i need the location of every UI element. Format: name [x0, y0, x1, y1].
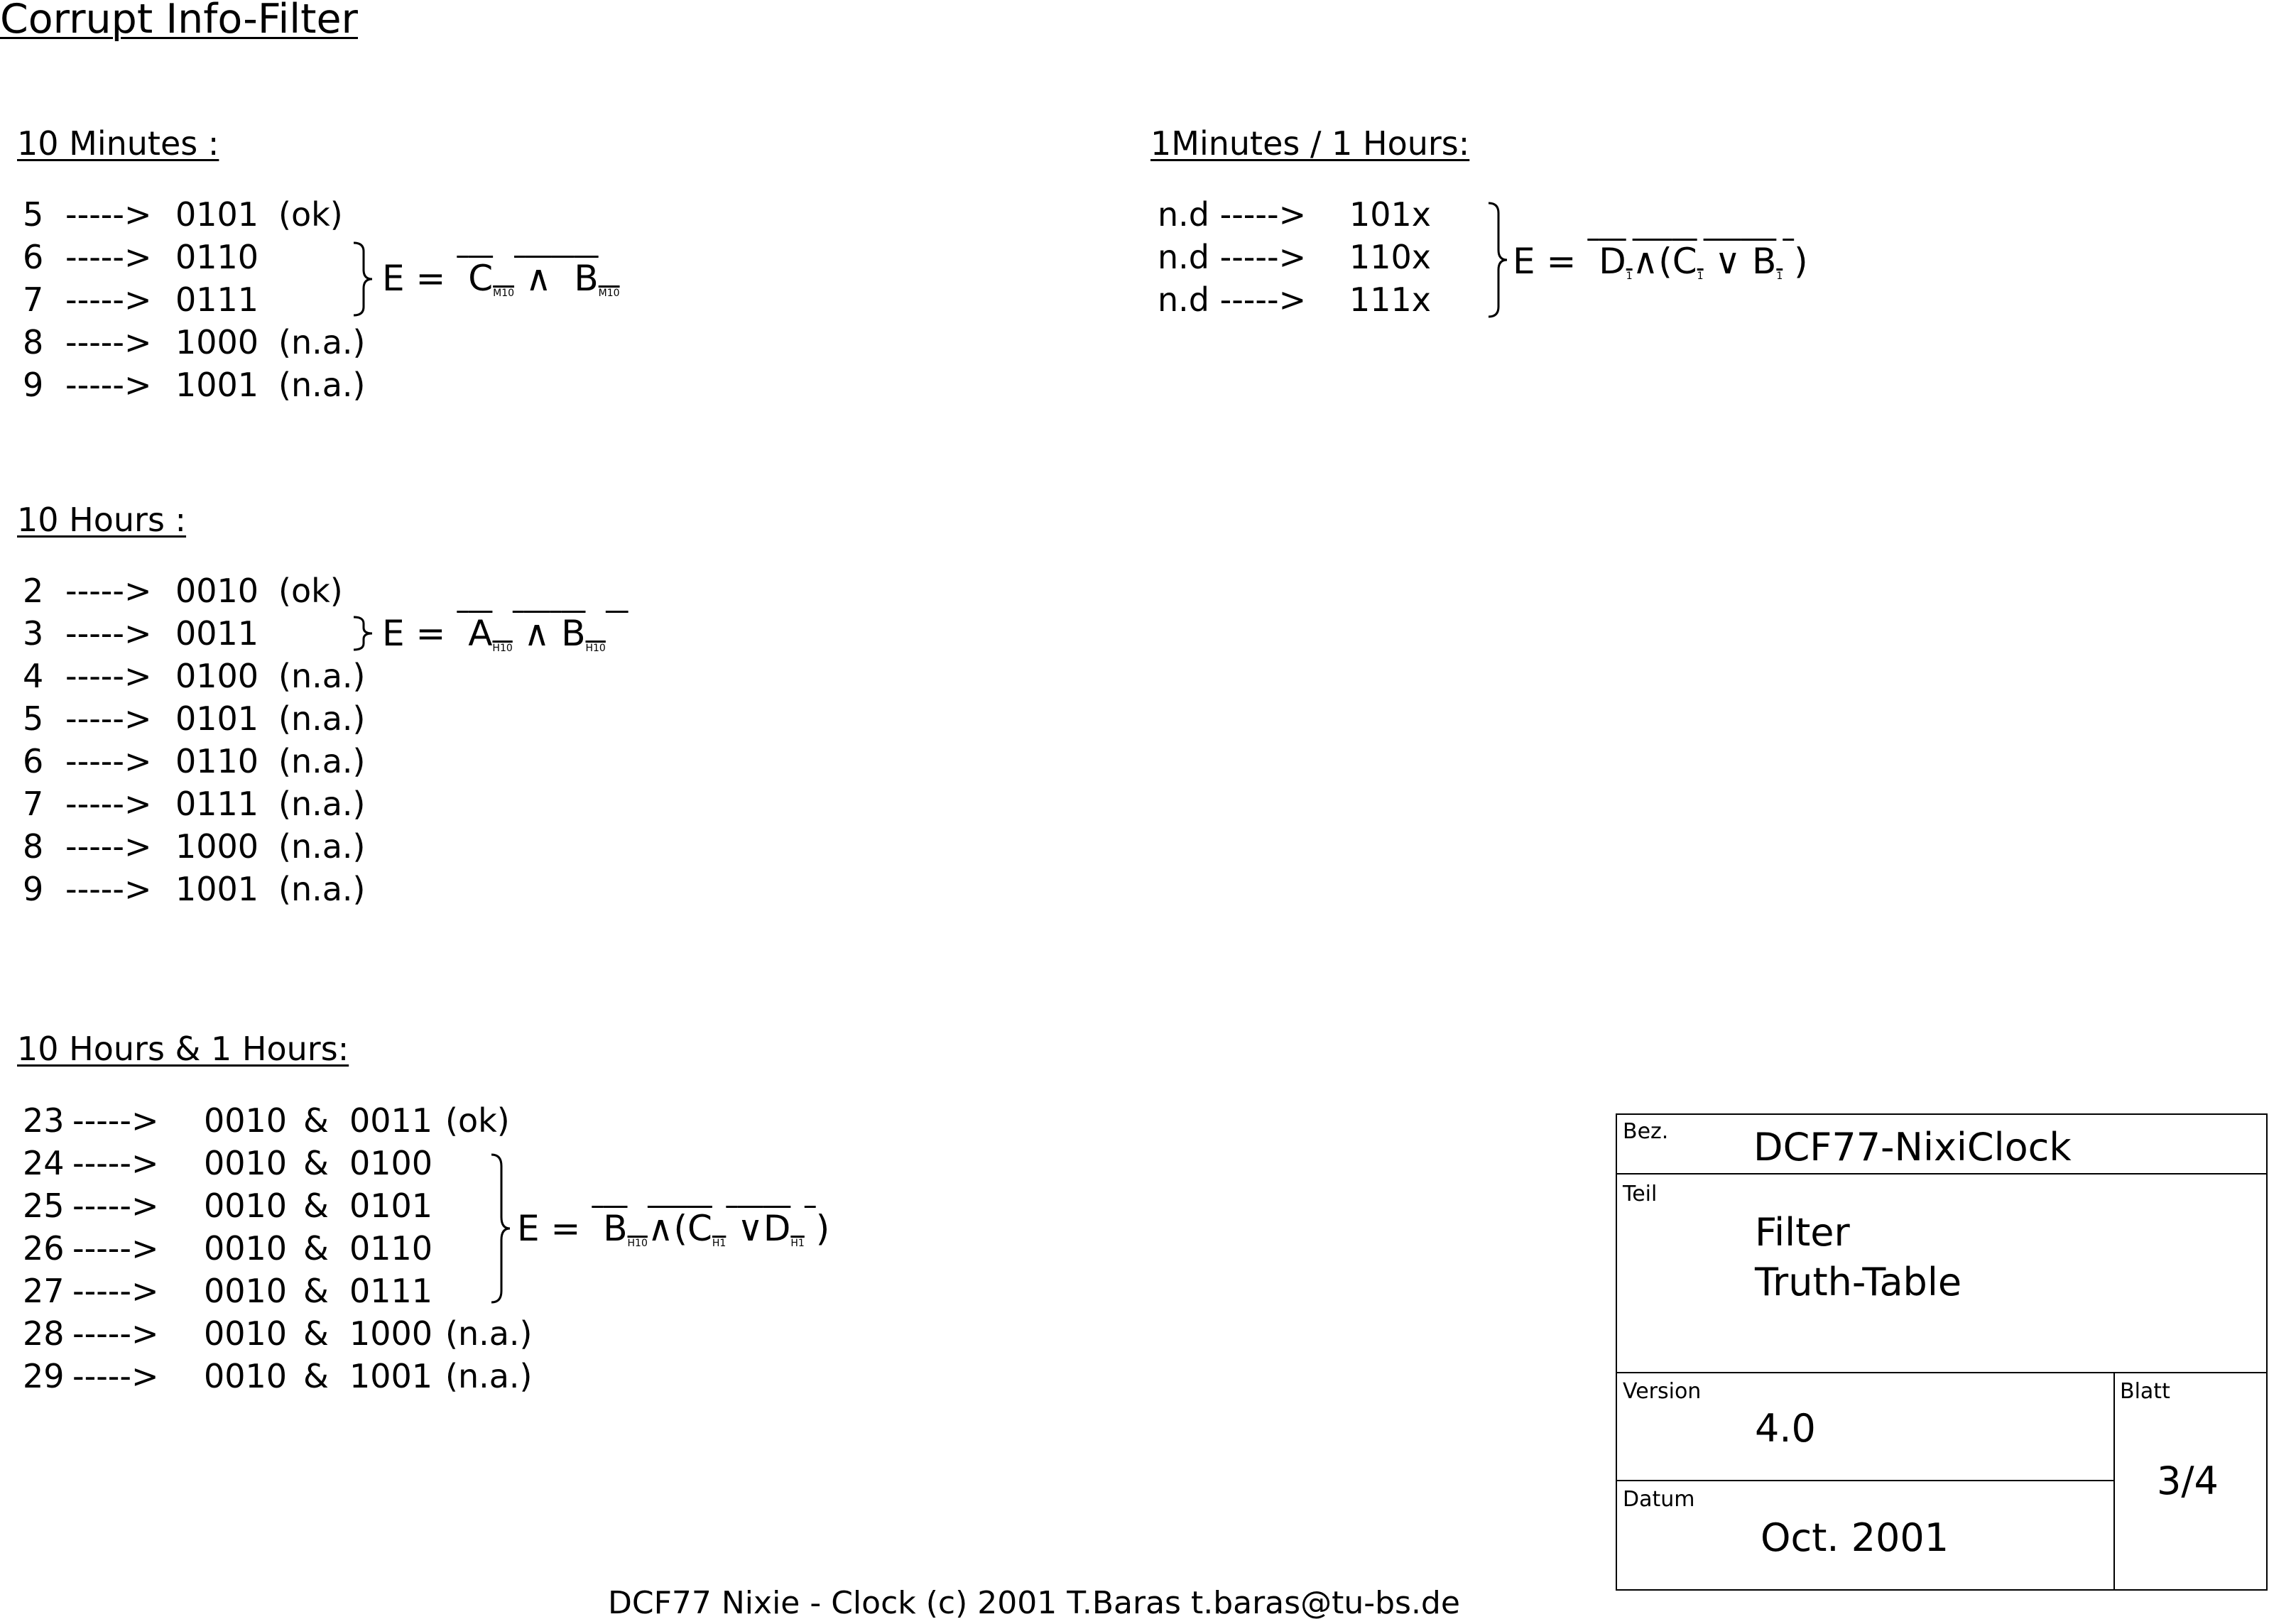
title-block-divider [2113, 1372, 2115, 1589]
row-number: 5 [23, 195, 44, 234]
version-value: 4.0 [1755, 1406, 1816, 1451]
section-title-minutes1-hours1: 1Minutes / 1 Hours: [1150, 124, 1470, 163]
table-row [1158, 278, 1431, 321]
row-arrow: -----> [72, 1314, 159, 1353]
row-number: 27 [23, 1272, 65, 1310]
row-number: 23 [23, 1101, 65, 1140]
equation-minutes1-hours1: $E = D_1\wedge(C_1$ ∨ $B_1$ ) [1513, 241, 1808, 282]
row-number: 6 [23, 238, 44, 276]
row-note: (n.a.) [445, 1314, 533, 1353]
row-number: 8 [23, 827, 44, 866]
table-row [23, 1355, 532, 1397]
row-note: (n.a.) [278, 827, 366, 866]
row-note: (n.a.) [278, 785, 366, 823]
equation-negated-term: $B_{H10}\wedge(C_{H1}$ $\vee D_{H1}$ [603, 1208, 805, 1249]
row-ampersand: & [303, 1101, 329, 1140]
row-code-tens: 0010 [204, 1357, 288, 1395]
equation-minutes10 [382, 257, 620, 315]
row-code-tens: 0010 [204, 1229, 288, 1268]
row-note: (n.a.) [278, 366, 366, 404]
row-code: 0010 [175, 572, 259, 610]
blatt-value: 3/4 [2157, 1459, 2219, 1503]
bez-value: DCF77-NixiClock [1753, 1125, 2072, 1170]
row-label: n.d -----> [1158, 280, 1307, 319]
teil-line2: Truth-Table [1755, 1260, 1962, 1304]
equation-negated-term: $A_{H10}$ ∧ $B_{H10}$ [468, 613, 606, 654]
row-arrow: -----> [72, 1229, 159, 1268]
row-ampersand: & [303, 1187, 329, 1225]
row-code-ones: 0011 [349, 1101, 433, 1140]
section-title-hours10: 10 Hours : [17, 501, 187, 539]
row-number: 25 [23, 1187, 65, 1225]
row-code: 0110 [175, 742, 259, 780]
row-note: (n.a.) [278, 742, 366, 780]
row-code: 0101 [175, 195, 259, 234]
row-arrow: -----> [65, 699, 152, 738]
row-number: 8 [23, 323, 44, 361]
row-code: 1000 [175, 827, 259, 866]
table-row [23, 740, 365, 783]
row-arrow: -----> [65, 195, 152, 234]
brace-icon [1484, 200, 1510, 320]
footer-credit: DCF77 Nixie - Clock (c) 2001 T.Baras t.baras@tu-bs.de [608, 1585, 1460, 1621]
row-note: (n.a.) [278, 657, 366, 695]
version-label: Version [1623, 1379, 1702, 1404]
row-arrow: -----> [72, 1357, 159, 1395]
table-row [23, 193, 343, 236]
page-title: Corrupt Info-Filter [0, 0, 358, 43]
row-code: 0111 [175, 785, 259, 823]
brace-icon [487, 1152, 513, 1305]
table-row [23, 783, 365, 825]
row-ampersand: & [303, 1272, 329, 1310]
row-note: (n.a.) [278, 323, 366, 361]
title-block [1616, 1113, 2268, 1591]
datum-label: Datum [1623, 1487, 1695, 1512]
row-code-tens: 0010 [204, 1101, 288, 1140]
row-arrow: -----> [65, 323, 152, 361]
row-number: 9 [23, 870, 44, 908]
table-row [23, 278, 278, 321]
row-code-tens: 0010 [204, 1144, 288, 1182]
row-code: 0011 [175, 614, 259, 653]
brace-icon [349, 615, 375, 652]
title-block-divider [1617, 1173, 2266, 1175]
row-number: 28 [23, 1314, 65, 1353]
row-ampersand: & [303, 1229, 329, 1268]
row-number: 3 [23, 614, 44, 653]
row-ampersand: & [303, 1314, 329, 1353]
table-row [23, 868, 365, 910]
row-code-ones: 1000 [349, 1314, 433, 1353]
equation-lhs: E = [517, 1208, 581, 1249]
table-row [23, 570, 343, 612]
row-arrow: -----> [72, 1144, 159, 1182]
table-row [23, 612, 278, 655]
row-code: 0101 [175, 699, 259, 738]
row-code-ones: 0111 [349, 1272, 433, 1310]
row-number: 24 [23, 1144, 65, 1182]
row-number: 9 [23, 366, 44, 404]
row-arrow: -----> [72, 1272, 159, 1310]
row-arrow: -----> [65, 827, 152, 866]
table-row [23, 697, 365, 740]
table-row [23, 364, 365, 406]
table-row [23, 1227, 445, 1270]
equation-hours10 [382, 612, 629, 670]
row-number: 5 [23, 699, 44, 738]
title-block-divider [1617, 1480, 2114, 1481]
row-note: (ok) [278, 195, 343, 234]
row-number: 7 [23, 785, 44, 823]
row-number: 29 [23, 1357, 65, 1395]
table-row [23, 1142, 445, 1184]
row-code: 1001 [175, 870, 259, 908]
row-arrow: -----> [72, 1187, 159, 1225]
row-code-tens: 0010 [204, 1187, 288, 1225]
teil-line1: Filter [1755, 1210, 1850, 1255]
row-number: 26 [23, 1229, 65, 1268]
brace-icon [349, 240, 375, 318]
equation-negated-term: $C_{M10}$ ∧ $B_{M10}$ [468, 258, 620, 299]
row-code: 1001 [175, 366, 259, 404]
row-code: 110x [1349, 238, 1432, 276]
table-row [1158, 236, 1431, 278]
row-code: 101x [1349, 195, 1432, 234]
row-code: 0100 [175, 657, 259, 695]
equation-lhs: E = [382, 258, 446, 299]
equation-lhs: E = [1513, 241, 1577, 282]
row-arrow: -----> [65, 657, 152, 695]
row-code-tens: 0010 [204, 1272, 288, 1310]
row-label: n.d -----> [1158, 195, 1307, 234]
section-title-minutes10: 10 Minutes : [17, 124, 219, 163]
row-code-ones: 0100 [349, 1144, 433, 1182]
row-code: 0111 [175, 280, 259, 319]
table-row [23, 1312, 532, 1355]
table-row [23, 1099, 510, 1142]
row-arrow: -----> [65, 572, 152, 610]
row-note: (n.a.) [445, 1357, 533, 1395]
row-note: (n.a.) [278, 870, 366, 908]
row-label: n.d -----> [1158, 238, 1307, 276]
row-arrow: -----> [65, 238, 152, 276]
row-code-ones: 1001 [349, 1357, 433, 1395]
row-number: 4 [23, 657, 44, 695]
row-arrow: -----> [65, 280, 152, 319]
row-ampersand: & [303, 1144, 329, 1182]
row-arrow: -----> [65, 785, 152, 823]
row-number: 2 [23, 572, 44, 610]
row-arrow: -----> [65, 742, 152, 780]
equation-negated-term: $D_1\wedge(C_1$ ∨ $B_1$ [1599, 241, 1783, 282]
table-row [23, 236, 278, 278]
table-row [23, 1270, 445, 1312]
row-code: 0110 [175, 238, 259, 276]
title-block-divider [1617, 1372, 2266, 1373]
row-code-ones: 0101 [349, 1187, 433, 1225]
table-row [23, 1184, 445, 1227]
row-code: 1000 [175, 323, 259, 361]
row-code: 111x [1349, 280, 1432, 319]
bez-label: Bez. [1623, 1119, 1669, 1144]
row-number: 7 [23, 280, 44, 319]
section-title-hours10-hours1: 10 Hours & 1 Hours: [17, 1030, 349, 1068]
row-code-tens: 0010 [204, 1314, 288, 1353]
row-note: (ok) [278, 572, 343, 610]
table-row [1158, 193, 1431, 236]
row-note: (n.a.) [278, 699, 366, 738]
teil-label: Teil [1623, 1182, 1658, 1206]
datum-value: Oct. 2001 [1761, 1515, 1949, 1560]
table-row [23, 825, 365, 868]
blatt-label: Blatt [2120, 1379, 2170, 1404]
row-code-ones: 0110 [349, 1229, 433, 1268]
row-arrow: -----> [65, 870, 152, 908]
table-row [23, 655, 365, 697]
row-arrow: -----> [65, 366, 152, 404]
row-number: 6 [23, 742, 44, 780]
row-arrow: -----> [65, 614, 152, 653]
row-note: (ok) [445, 1101, 510, 1140]
row-ampersand: & [303, 1357, 329, 1395]
equation-lhs: E = [382, 613, 446, 654]
table-row [23, 321, 365, 364]
equation-hours10-hours1: $E = B_{H10}\wedge(C_{H1}$ $\vee D_{H1}$ ) [517, 1208, 830, 1249]
row-arrow: -----> [72, 1101, 159, 1140]
